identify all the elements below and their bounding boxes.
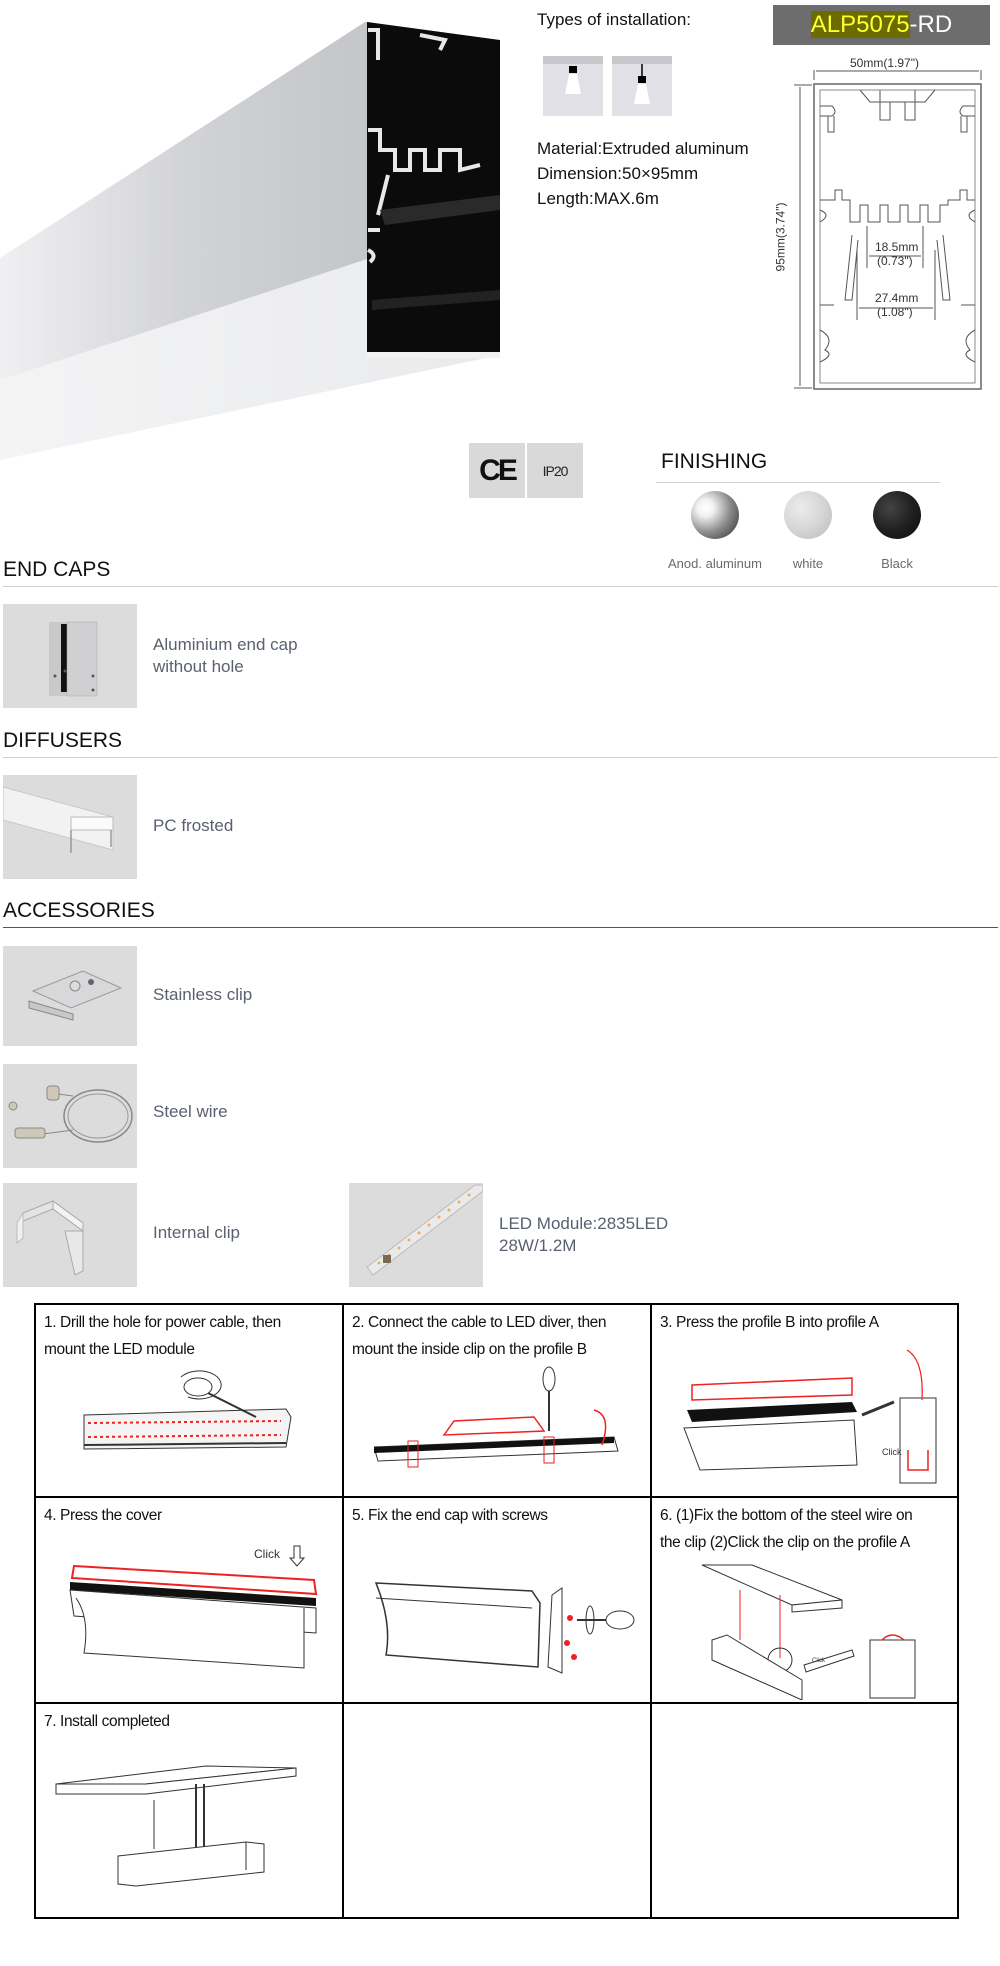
model-suffix: -RD [909,11,953,38]
diffusers-divider [3,757,998,758]
ce-mark-icon: CE [469,443,525,498]
internal-clip-image [3,1183,137,1287]
step-3-text: 3. Press the profile B into profile A [660,1314,879,1331]
steel-wire-image [3,1064,137,1168]
svg-text:Click: Click [812,1658,825,1664]
spec-material: Material:Extruded aluminum [537,139,749,158]
spec-length: Length:MAX.6m [537,189,659,208]
stainless-clip-image [3,946,137,1046]
empty-cell-2 [651,1703,958,1918]
step-1-illustration [76,1367,306,1467]
end-caps-divider [3,586,998,587]
step-4-illustration [54,1538,344,1688]
finish-white-label: white [792,556,824,571]
dimension-inner-1-in: (0.73") [877,254,913,268]
step-7-illustration [46,1764,336,1914]
model-code: ALP5075 [810,11,910,38]
accessories-title: ACCESSORIES [3,899,155,922]
stainless-clip-label: Stainless clip [153,985,253,1004]
step-1-text: 1. Drill the hole for power cable, then mount the LED module [44,1314,281,1358]
led-module-label: LED Module:2835LED 28W/1.2M [499,1214,669,1255]
step-5-cell [343,1497,651,1703]
dimension-inner-2-in: (1.08") [877,305,913,319]
step-2-text: 2. Connect the cable to LED diver, then mount the inside clip on the profile B [352,1314,607,1358]
finish-anodized-label: Anod. aluminum [668,556,762,571]
finish-white-swatch [784,491,832,539]
diffuser-label: PC frosted [153,816,234,835]
step-6-cell [651,1497,958,1703]
product-hero-image [0,0,500,460]
step-6-text: 6. (1)Fix the bottom of the steel wire on the clip (2)Click the clip on the profile A [660,1507,913,1551]
step-7-text: 7. Install completed [44,1713,170,1730]
spec-dimension: Dimension:50×95mm [537,164,699,183]
steel-wire-label: Steel wire [153,1102,228,1121]
end-cap-label: Aluminium end cap without hole [153,635,298,676]
internal-clip-label: Internal clip [153,1223,240,1242]
dimension-height-label: 95mm(3.74") [773,202,788,272]
model-title [773,5,990,45]
step-5-illustration [362,1563,652,1683]
installation-types-label: Types of installation: [537,10,692,29]
step-2-cell [343,1304,651,1497]
svg-text:Click: Click [882,1447,902,1457]
diffuser-image [3,775,137,879]
step-3-cell [651,1304,958,1497]
finishing-divider [656,482,940,483]
diffusers-title: DIFFUSERS [3,729,123,752]
step-4-text: 4. Press the cover [44,1507,162,1524]
surface-mounted-icon [543,56,603,116]
step-2-illustration [374,1365,624,1475]
accessories-divider [3,927,998,928]
cross-section-drawing [773,50,990,395]
empty-cell-1 [343,1703,651,1918]
step-3-illustration [672,1340,952,1490]
step-1-cell [35,1304,343,1497]
svg-text:Click: Click [254,1547,280,1561]
finishing-title: FINISHING [661,450,768,473]
dimension-width-label: 50mm(1.97") [850,56,919,70]
dimension-inner-2: 27.4mm [875,291,919,305]
step-6-illustration [692,1560,952,1700]
led-module-image [349,1183,483,1287]
end-caps-title: END CAPS [3,558,111,581]
finish-anodized-swatch [691,491,739,539]
installation-steps-table [34,1303,959,1919]
step-7-cell [35,1703,343,1918]
ip20-icon: IP20 [527,443,583,498]
end-cap-image [3,604,137,708]
suspended-icon [612,56,672,116]
step-4-cell [35,1497,343,1703]
finish-black-label: Black [881,556,913,571]
finish-black-swatch [873,491,921,539]
dimension-inner-1: 18.5mm [875,240,919,254]
step-5-text: 5. Fix the end cap with screws [352,1507,548,1524]
